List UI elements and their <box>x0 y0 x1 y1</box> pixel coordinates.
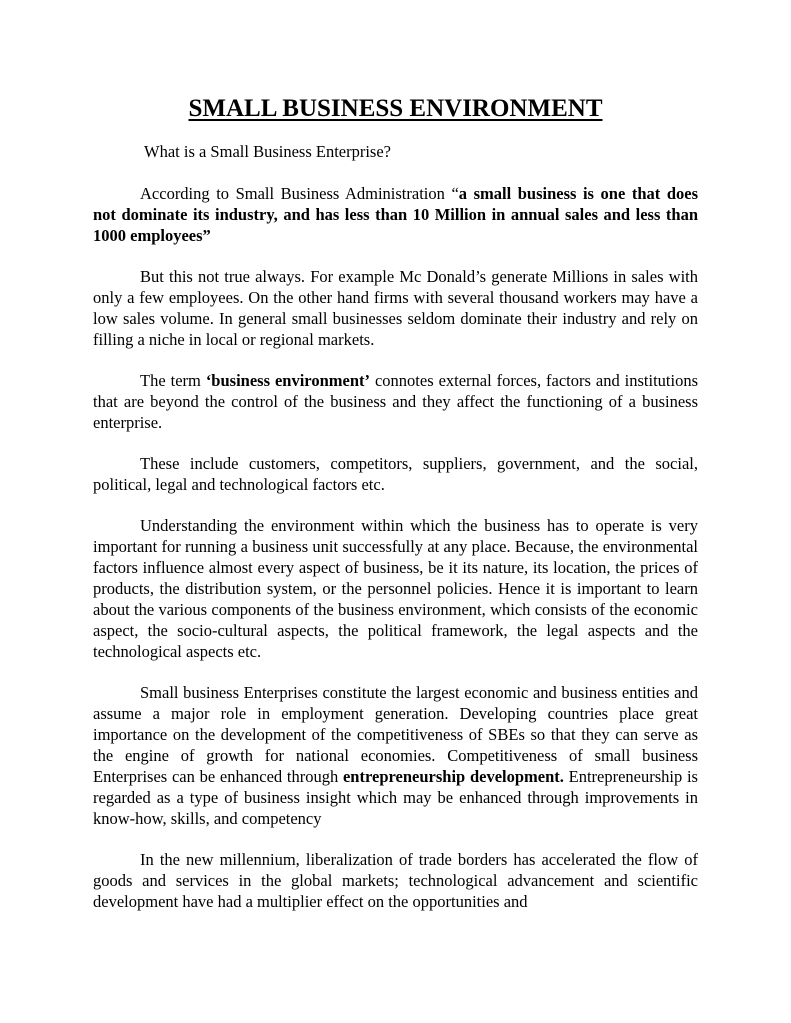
section-question: What is a Small Business Enterprise? <box>144 142 391 161</box>
bold-entrepreneurship: entrepreneurship development. <box>342 767 564 786</box>
paragraph-text: connotes external forces, factors and institutions that are beyond the control of the business and they affect the functioning of a business enterprise. <box>93 371 699 432</box>
paragraph-text: Entrepreneurship is regarded as a type of business insight which may be enhanced through improvements in know-how, skills, and competency <box>93 767 698 828</box>
paragraph-text: Small business Enterprises constitute the largest economic and business entities and assume a major role in employment generation. Developing countries place great importance on the development of the competitiveness of SBEs so that they can serve as the engine of growth for national economies. Competitiveness of small business Enterprises can be enhanced through <box>93 683 698 786</box>
paragraph-factors: These include customers, competitors, suppliers, government, and the social, political, legal and technological factors etc. <box>93 454 698 494</box>
paragraph-text: According to Small Business Administration “ <box>140 184 459 203</box>
paragraph-business-environment <box>93 370 698 433</box>
bold-term: ‘business environment’ <box>205 371 370 390</box>
document-page <box>93 92 698 912</box>
paragraph-exception: But this not true always. For example Mc Donald’s generate Millions in sales with only a few employees. On the other hand firms with several thousand workers may have a low sales volume. In general small businesses seldom dominate their industry and rely on filling a niche in local or regional markets. <box>93 267 698 349</box>
paragraph-text: The term <box>140 371 206 390</box>
page-title: SMALL BUSINESS ENVIRONMENT <box>188 95 603 122</box>
paragraph-sbe-role <box>93 682 698 829</box>
paragraph-sba-definition <box>93 183 698 246</box>
paragraph-new-millennium: In the new millennium, liberalization of trade borders has accelerated the flow of goods and services in the global markets; technological advancement and scientific development have had a multiplier effect on the opportunities and <box>93 850 698 911</box>
bold-definition: a small business is one that does not dominate its industry, and has less than 10 Million in annual sales and less than 1000 employees” <box>93 184 698 245</box>
paragraph-understanding: Understanding the environment within which the business has to operate is very important for running a business unit successfully at any place. Because, the environmental factors influence almost every aspect of business, be it its nature, its location, the prices of products, the distribution system, or the personnel policies. Hence it is important to learn about the various components of the business environment, which consists of the economic aspect, the socio-cultural aspects, the political framework, the legal aspects and the technological aspects etc. <box>93 516 698 661</box>
